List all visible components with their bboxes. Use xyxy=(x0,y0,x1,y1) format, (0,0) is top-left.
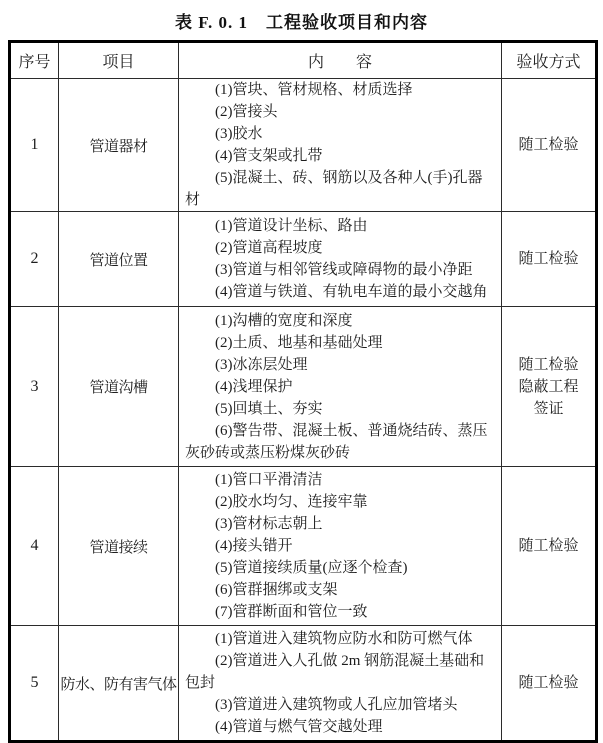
row-item: 防水、防有害气体 xyxy=(59,626,179,742)
row-item: 管道位置 xyxy=(59,212,179,307)
header-col-item: 项目 xyxy=(59,42,179,79)
content-line: (7)管群断面和管位一致 xyxy=(215,604,368,620)
row-acceptance xyxy=(502,626,597,742)
row-number: 1 xyxy=(10,79,59,212)
acceptance-table xyxy=(8,40,598,743)
row-item: 管道器材 xyxy=(59,79,179,212)
content-line: (5)回填土、夯实 xyxy=(215,400,323,417)
acceptance-line: 随工检验 xyxy=(518,538,579,554)
content-line: (1)管道设计坐标、路由 xyxy=(215,218,368,234)
row-number: 3 xyxy=(10,307,59,467)
table-row xyxy=(10,467,597,626)
content-line: (2)胶水均匀、连接牢靠 xyxy=(215,494,368,510)
acceptance-line: 随工检验 xyxy=(518,251,579,267)
content-line: (4)管支架或扎带 xyxy=(215,148,323,164)
content-line: (3)管道与相邻管线或障碍物的最小净距 xyxy=(215,262,473,278)
acceptance-line: 随工检验 xyxy=(518,675,579,691)
table-row xyxy=(10,307,597,467)
table-title: 表 F. 0. 1 工程验收项目和内容 xyxy=(174,13,429,32)
content-line: (4)浅埋保护 xyxy=(215,378,293,395)
content-line: (6)管群捆绑或支架 xyxy=(215,582,338,598)
content-line: (1)管道进入建筑物应防水和防可燃气体 xyxy=(215,631,473,647)
row-number: 5 xyxy=(10,626,59,742)
acceptance-line: 随工检验 xyxy=(518,137,579,153)
content-line: (3)管材标志朝上 xyxy=(215,516,323,532)
table-row xyxy=(10,79,597,212)
content-line: (1)沟槽的宽度和深度 xyxy=(215,312,353,329)
content-line: (4)接头错开 xyxy=(215,538,293,554)
content-line: (2)管道高程坡度 xyxy=(215,240,323,256)
content-line: (2)管接头 xyxy=(215,104,278,120)
content-line: (2)管道进入人孔做 2m 钢筋混凝土基础和包封 xyxy=(185,653,485,691)
acceptance-line: 隐蔽工程 xyxy=(518,378,579,395)
content-line: (5)管道接续质量(应逐个检查) xyxy=(215,560,408,576)
acceptance-line: 签证 xyxy=(533,400,564,417)
row-acceptance xyxy=(502,212,597,307)
content-line: (6)警告带、混凝土板、普通烧结砖、蒸压灰砂砖或蒸压粉煤灰砂砖 xyxy=(185,422,488,461)
row-item: 管道沟槽 xyxy=(59,307,179,467)
table-row xyxy=(10,626,597,742)
header-col-method: 验收方式 xyxy=(502,42,597,79)
row-item: 管道接续 xyxy=(59,467,179,626)
row-content xyxy=(179,212,502,307)
header-row xyxy=(10,42,597,79)
acceptance-line: 随工检验 xyxy=(518,356,579,373)
content-line: (5)混凝土、砖、钢筋以及各种人(手)孔器材 xyxy=(185,170,483,208)
row-number: 4 xyxy=(10,467,59,626)
content-line: (3)管道进入建筑物或人孔应加管堵头 xyxy=(215,697,458,713)
row-acceptance xyxy=(502,467,597,626)
row-number: 2 xyxy=(10,212,59,307)
row-content xyxy=(179,307,502,467)
row-acceptance xyxy=(502,79,597,212)
content-line: (2)土质、地基和基础处理 xyxy=(215,334,383,351)
header-col-content: 内 容 xyxy=(179,42,502,79)
content-line: (3)胶水 xyxy=(215,126,263,142)
content-line: (1)管口平滑清洁 xyxy=(215,472,323,488)
content-line: (4)管道与铁道、有轨电车道的最小交越角 xyxy=(215,284,488,300)
row-content xyxy=(179,626,502,742)
row-content xyxy=(179,79,502,212)
row-acceptance xyxy=(502,307,597,467)
content-line: (1)管块、管材规格、材质选择 xyxy=(215,82,413,98)
row-content xyxy=(179,467,502,626)
table-row xyxy=(10,212,597,307)
content-line: (3)冰冻层处理 xyxy=(215,356,308,373)
header-col-no: 序号 xyxy=(10,42,59,79)
content-line: (4)管道与燃气管交越处理 xyxy=(215,719,383,735)
